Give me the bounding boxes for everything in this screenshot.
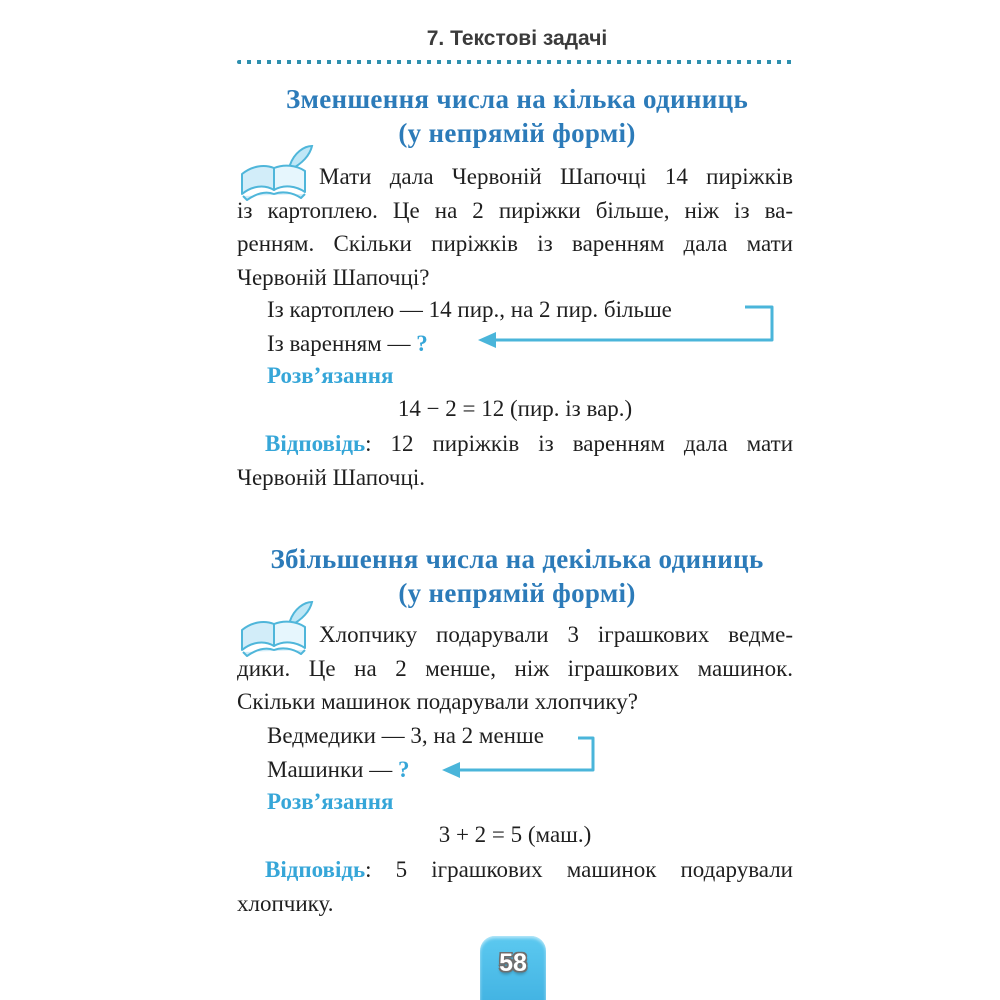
section-title-line: Збільшення числа на декілька одиниць <box>270 544 764 574</box>
equation: 3 + 2 = 5 (маш.) <box>438 822 592 847</box>
answer-line: Червоній Шапочці. <box>237 464 425 490</box>
given-line <box>267 757 409 783</box>
equation: 14 − 2 = 12 (пир. із вар.) <box>397 396 633 421</box>
problem-text <box>237 618 793 719</box>
solution-label: Розв’язання <box>267 789 394 814</box>
problem-text-line: Скільки машинок подарували хлопчику? <box>237 689 638 714</box>
answer-label: Відповідь <box>265 857 366 882</box>
section-title-line: (у непрямій формі) <box>398 118 636 148</box>
given-label: Із варенням — <box>267 331 417 356</box>
chapter-header: 7. Текстові задачі <box>426 27 608 50</box>
problem-text <box>237 160 793 294</box>
answer-separator: : <box>365 431 391 456</box>
problem-text-line: із картоплею. Це на 2 пиріжки більше, ніж із ва- <box>237 197 793 223</box>
page-number: 58 <box>499 949 527 977</box>
question-mark: ? <box>397 757 410 782</box>
given-line: Із картоплею — 14 пир., на 2 пир. більше <box>267 297 672 322</box>
section-title <box>237 82 797 150</box>
problem-text-line: ренням. Скільки пиріжків із варенням дала мати <box>237 231 793 256</box>
answer-line-text: 12 пиріжків із варенням дала мати <box>390 431 793 456</box>
answer-text <box>237 853 793 920</box>
given-label: Машинки — <box>267 757 398 782</box>
answer-separator: : <box>365 857 396 882</box>
section-title-line: (у непрямій формі) <box>398 578 636 608</box>
dotted-divider <box>237 60 797 64</box>
page-number-badge <box>480 936 546 1000</box>
section-title <box>237 542 797 610</box>
answer-line-text: 5 іграшкових машинок подарували <box>395 857 793 882</box>
question-mark: ? <box>416 331 428 356</box>
answer-line <box>237 853 793 887</box>
answer-label: Відповідь <box>265 431 366 456</box>
problem-text-line: дики. Це на 2 менше, ніж іграшкових машинок. <box>237 655 793 681</box>
solution-label: Розв’язання <box>267 363 394 388</box>
answer-line: хлопчику. <box>237 890 334 916</box>
arrow-left-icon <box>428 728 608 782</box>
arrow-left-icon <box>470 297 780 351</box>
answer-text <box>237 427 793 494</box>
given-line <box>267 331 428 357</box>
problem-text-line: Мати дала Червоній Шапочці 14 пиріжків <box>319 164 793 189</box>
problem-text-line: Червоній Шапочці? <box>237 264 430 290</box>
section-title-line: Зменшення числа на кілька одиниць <box>285 84 749 114</box>
problem-text-line: Хлопчику подарували 3 іграшкових ведме- <box>319 622 793 647</box>
answer-line <box>237 427 793 461</box>
given-line: Ведмедики — 3, на 2 менше <box>267 723 544 748</box>
